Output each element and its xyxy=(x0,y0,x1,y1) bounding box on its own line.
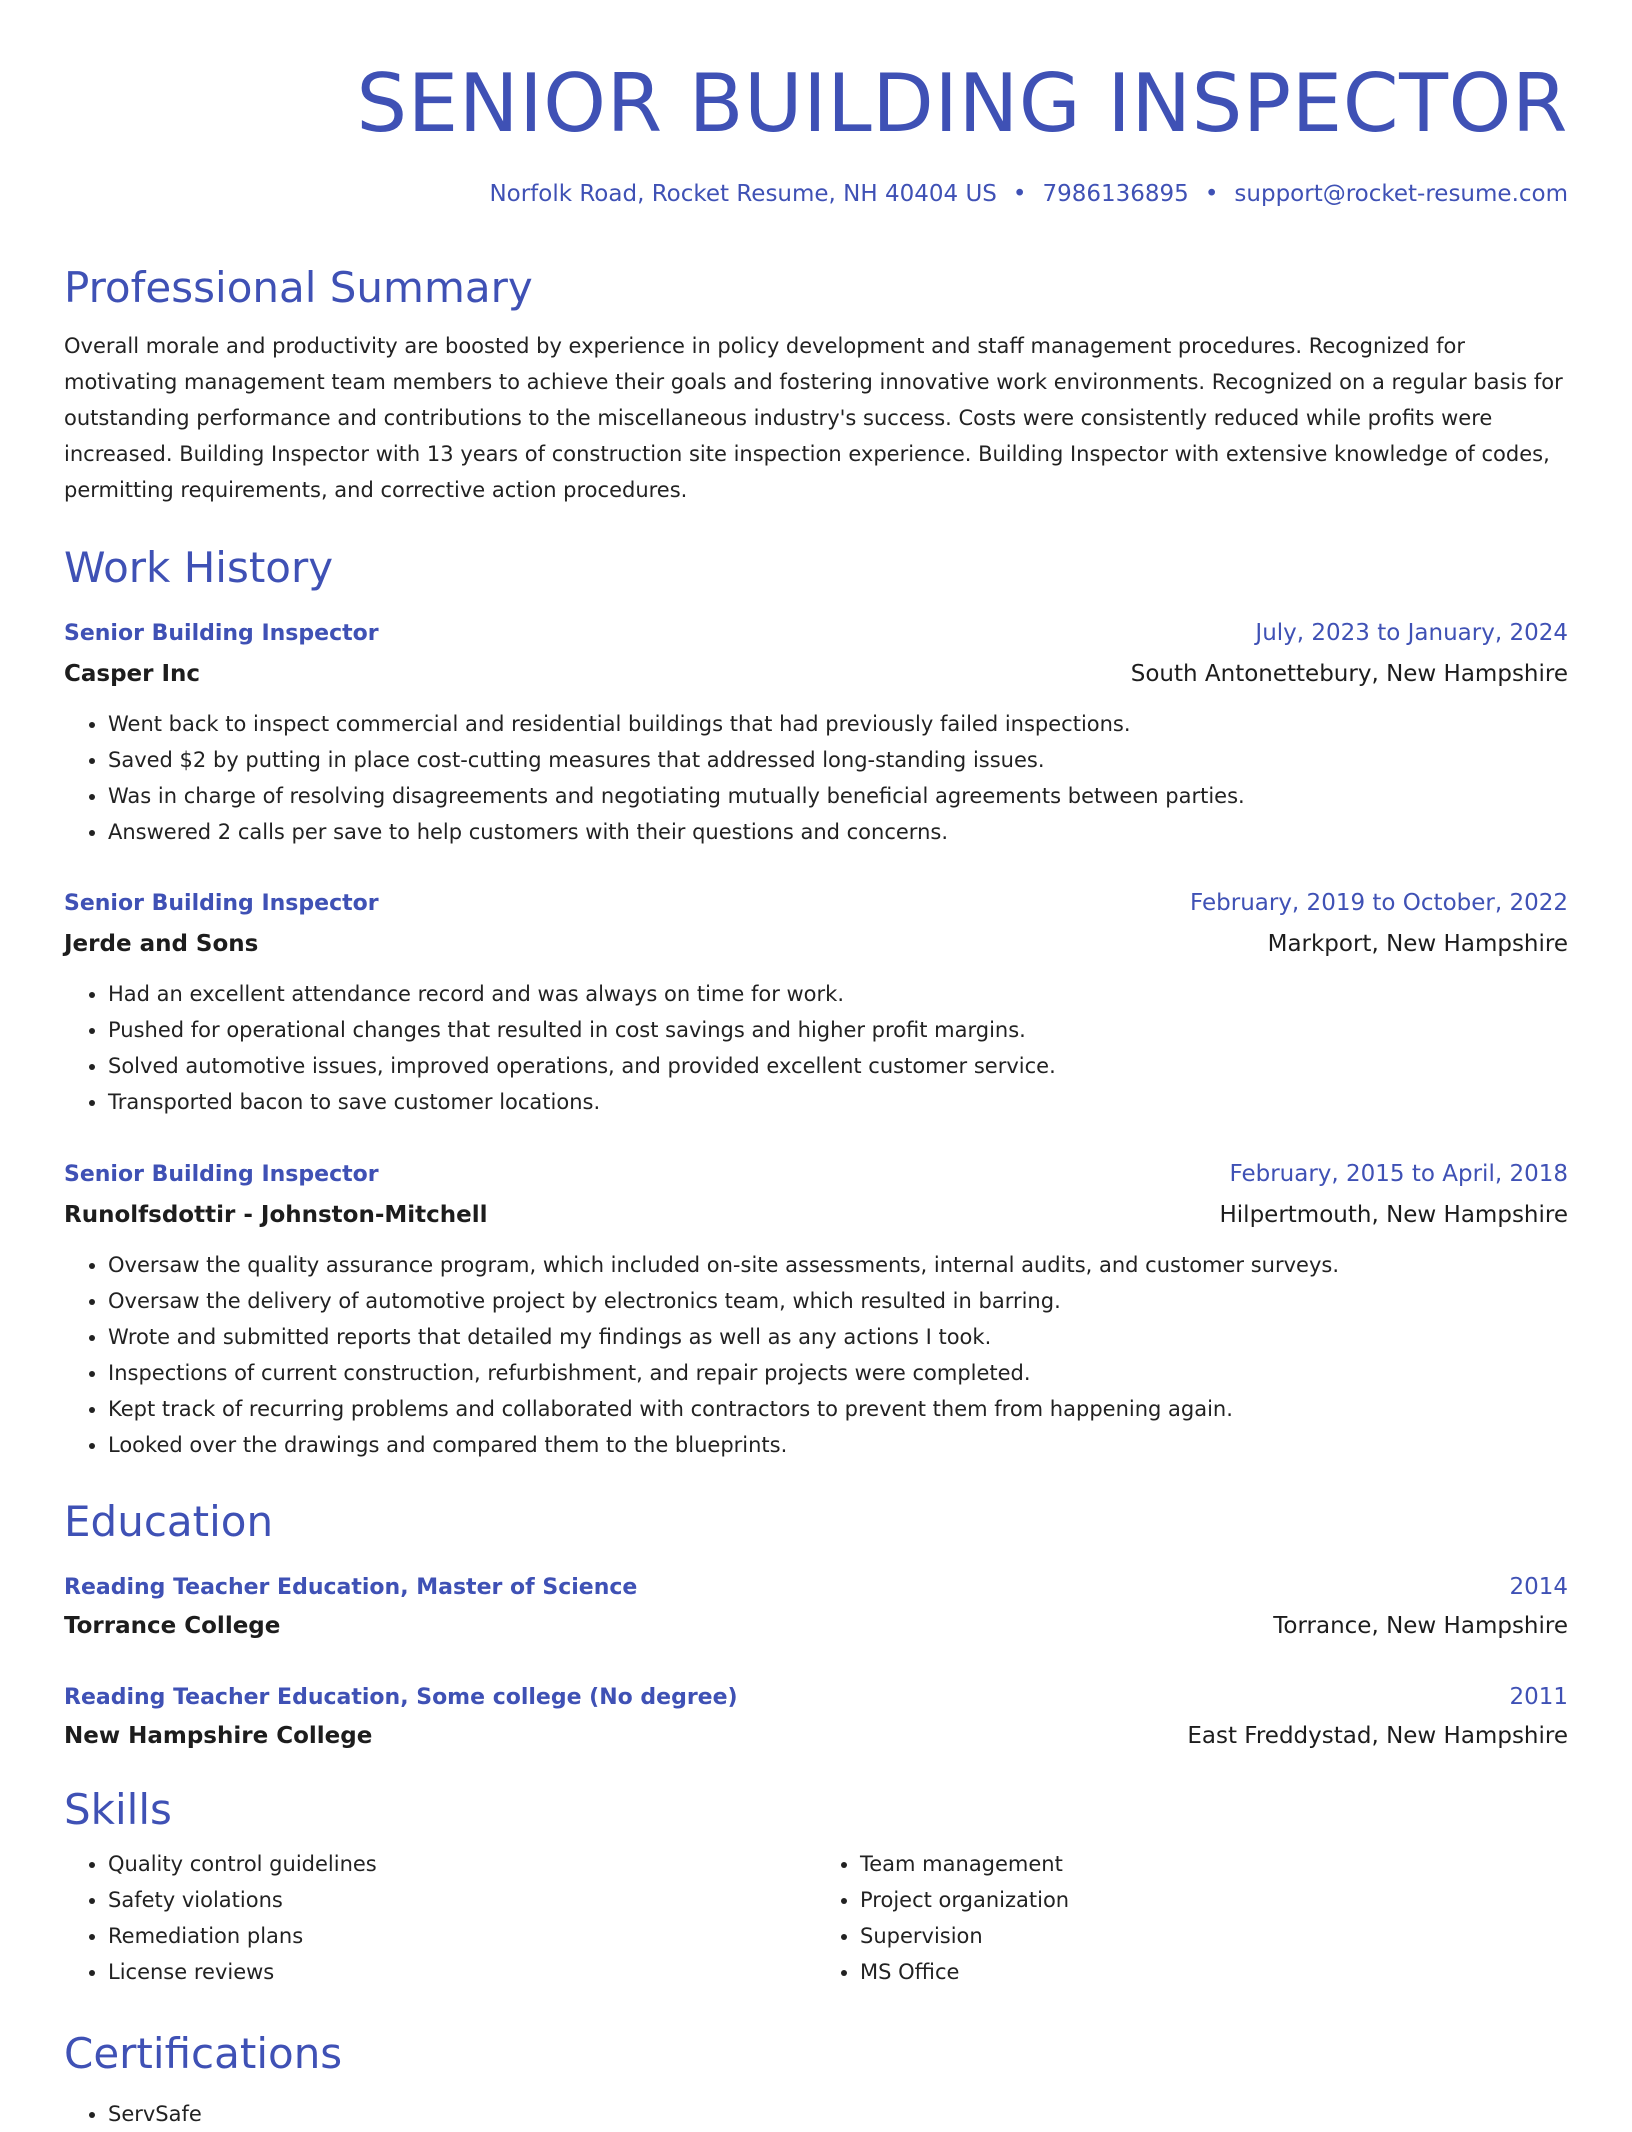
education-section xyxy=(64,1496,1568,1548)
job-location: South Antonettebury, New Hampshire xyxy=(1130,661,1568,687)
job-title: Senior Building Inspector xyxy=(64,891,379,916)
certification-item: • ServSafe xyxy=(108,2096,1568,2132)
contact-line xyxy=(64,178,1568,210)
contact-phone: 7986136895 xyxy=(1042,181,1189,207)
job-entry xyxy=(64,1154,1568,1463)
skill-item: • Remediation plans xyxy=(108,1918,816,1954)
education-degree: Reading Teacher Education, Some college (No degree) xyxy=(64,1685,738,1710)
education-year: 2014 xyxy=(1509,1574,1568,1600)
job-company: Jerde and Sons xyxy=(64,931,259,957)
education-year: 2011 xyxy=(1509,1684,1568,1710)
list-item: • Inspections of current construction, refurbishment, and repair projects were completed. xyxy=(108,1355,1568,1391)
section-heading-summary: Professional Summary xyxy=(64,263,533,312)
job-entry xyxy=(64,883,1568,1120)
section-heading-certifications: Certifications xyxy=(64,2029,343,2078)
list-item: • Saved $2 by putting in place cost-cutting measures that addressed long-standing issues. xyxy=(108,742,1568,778)
contact-email: support@rocket-resume.com xyxy=(1234,181,1568,207)
education-location: East Freddystad, New Hampshire xyxy=(1187,1723,1568,1749)
skills-section xyxy=(64,1784,1568,1990)
job-location: Markport, New Hampshire xyxy=(1267,931,1568,957)
summary-text: Overall morale and productivity are boosted by experience in policy development and staff management procedures. Recognized for motivating management team members to achieve their goals and fostering innovative work environments. Recognized on a regular basis for outstanding performance and contributions to the miscellaneous industry's success. Costs were consistently reduced while profits were increased. Building Inspector with 13 years of construction site inspection experience. Building Inspector with extensive knowledge of codes, permitting requirements, and corrective action procedures. xyxy=(64,334,1563,502)
list-item: • Kept track of recurring problems and collaborated with contractors to prevent them from happening again. xyxy=(108,1391,1568,1427)
contact-separator: • xyxy=(1012,181,1027,207)
list-item: • Looked over the drawings and compared them to the blueprints. xyxy=(108,1427,1568,1463)
job-title: Senior Building Inspector xyxy=(64,1162,379,1187)
job-location: Hilpertmouth, New Hampshire xyxy=(1219,1202,1568,1228)
list-item: • Had an excellent attendance record and was always on time for work. xyxy=(108,976,1568,1012)
contact-separator: • xyxy=(1204,181,1219,207)
job-dates: February, 2015 to April, 2018 xyxy=(1229,1161,1568,1187)
skill-item: • License reviews xyxy=(108,1954,816,1990)
skills-list-right xyxy=(816,1846,1568,1990)
education-school: Torrance College xyxy=(64,1613,281,1639)
skill-item: • MS Office xyxy=(860,1954,1568,1990)
education-degree: Reading Teacher Education, Master of Science xyxy=(64,1575,638,1600)
certifications-section xyxy=(64,2028,1568,2132)
job-bullets xyxy=(64,706,1568,850)
education-entry xyxy=(64,1677,1568,1756)
education-location: Torrance, New Hampshire xyxy=(1273,1613,1568,1639)
list-item: • Was in charge of resolving disagreements and negotiating mutually beneficial agreements between parties. xyxy=(108,778,1568,814)
job-title: Senior Building Inspector xyxy=(64,621,379,646)
job-company: Runolfsdottir - Johnston-Mitchell xyxy=(64,1202,488,1228)
summary-section xyxy=(64,262,1568,508)
skills-list-left xyxy=(64,1846,816,1990)
certifications-list xyxy=(64,2096,1568,2132)
skill-item: • Supervision xyxy=(860,1918,1568,1954)
job-dates: July, 2023 to January, 2024 xyxy=(1255,620,1568,646)
list-item: • Oversaw the delivery of automotive project by electronics team, which resulted in barring. xyxy=(108,1283,1568,1319)
education-entry xyxy=(64,1567,1568,1646)
skill-item: • Project organization xyxy=(860,1882,1568,1918)
section-heading-work: Work History xyxy=(64,543,334,592)
skills-grid xyxy=(64,1846,1568,1990)
skill-item: • Team management xyxy=(860,1846,1568,1882)
job-bullets xyxy=(64,1247,1568,1463)
job-bullets xyxy=(64,976,1568,1120)
list-item: • Solved automotive issues, improved operations, and provided excellent customer service. xyxy=(108,1048,1568,1084)
job-company: Casper Inc xyxy=(64,661,201,687)
education-school: New Hampshire College xyxy=(64,1723,373,1749)
list-item: • Answered 2 calls per save to help customers with their questions and concerns. xyxy=(108,814,1568,850)
resume-title: SENIOR BUILDING INSPECTOR xyxy=(356,57,1568,150)
contact-address: Norfolk Road, Rocket Resume, NH 40404 US xyxy=(489,181,997,207)
section-heading-skills: Skills xyxy=(64,1785,172,1834)
job-entry xyxy=(64,613,1568,850)
list-item: • Pushed for operational changes that resulted in cost savings and higher profit margins. xyxy=(108,1012,1568,1048)
list-item: • Went back to inspect commercial and residential buildings that had previously failed inspections. xyxy=(108,706,1568,742)
list-item: • Wrote and submitted reports that detailed my findings as well as any actions I took. xyxy=(108,1319,1568,1355)
section-heading-education: Education xyxy=(64,1497,274,1546)
skill-item: • Safety violations xyxy=(108,1882,816,1918)
list-item: • Transported bacon to save customer locations. xyxy=(108,1084,1568,1120)
skill-item: • Quality control guidelines xyxy=(108,1846,816,1882)
work-history-section xyxy=(64,542,1568,594)
list-item: • Oversaw the quality assurance program, which included on-site assessments, internal audits, and customer surveys. xyxy=(108,1247,1568,1283)
job-dates: February, 2019 to October, 2022 xyxy=(1190,890,1568,916)
